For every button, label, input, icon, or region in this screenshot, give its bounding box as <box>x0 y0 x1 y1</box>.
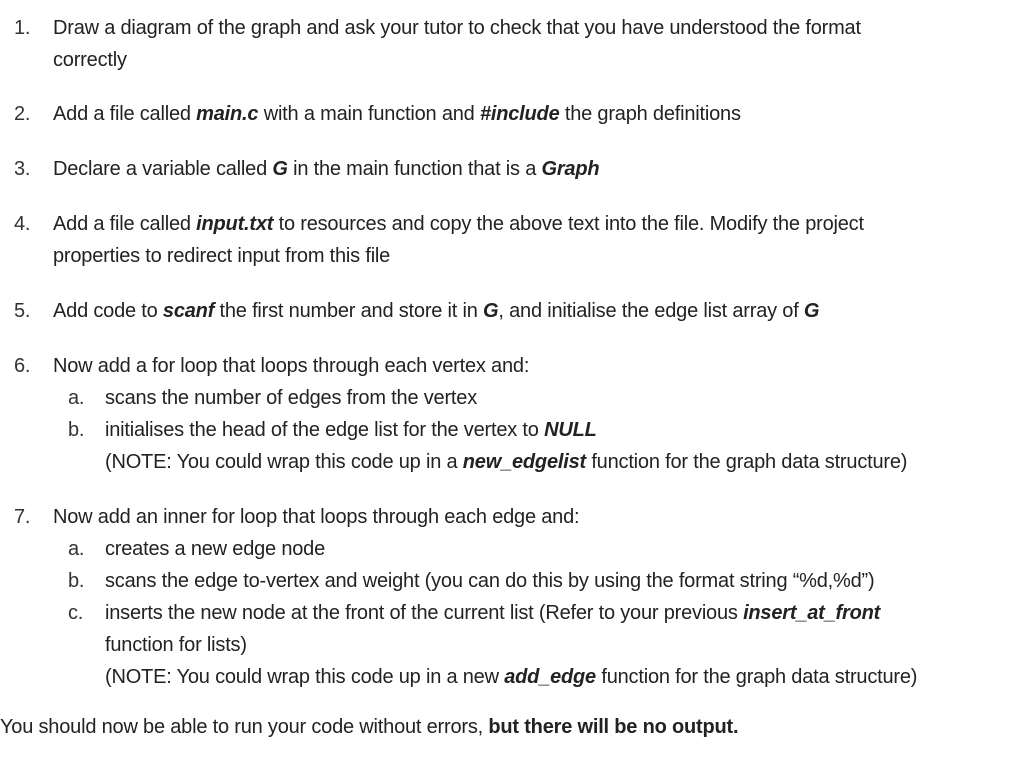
step-text <box>53 295 993 327</box>
code-term: new_edgelist <box>462 451 586 473</box>
text-run: Add code to <box>53 300 163 322</box>
substep-line: function for lists) <box>105 634 247 656</box>
text-run: You should now be able to run your code without errors, <box>0 716 489 738</box>
text-run: in the main function that is a <box>287 158 542 180</box>
step-number: 3. <box>14 158 31 180</box>
code-term: #include <box>479 103 560 125</box>
step-text <box>53 153 993 185</box>
step-number: 2. <box>14 103 31 125</box>
text-run: the first number and store it in <box>214 300 484 322</box>
substep-text: scans the edge to-vertex and weight (you can do this by using the format string “%d,%d”) <box>105 570 875 592</box>
text-run: function for the graph data structure) <box>585 451 908 473</box>
step-line: correctly <box>53 49 127 71</box>
code-term: main.c <box>196 103 259 125</box>
substep-letter: c. <box>68 602 84 624</box>
text-run: Add a file called <box>53 103 197 125</box>
code-term: G <box>803 300 820 322</box>
text-run: Add a file called <box>53 213 197 235</box>
text-run: Declare a variable called <box>53 158 273 180</box>
substep-letter: a. <box>68 538 85 560</box>
step-6-note <box>105 446 1005 478</box>
code-term: scanf <box>162 300 215 322</box>
step-number: 4. <box>14 213 31 235</box>
step-line: properties to redirect input from this file <box>53 245 391 267</box>
step-text: Now add an inner for loop that loops through each edge and: <box>53 506 580 528</box>
step-number: 7. <box>14 506 31 528</box>
text-run: initialises the head of the edge list for the vertex to <box>105 419 545 441</box>
substep-text <box>105 597 1005 661</box>
substep-text <box>105 414 1005 446</box>
substep-text: creates a new edge node <box>105 538 326 560</box>
substep-line <box>105 597 1005 629</box>
step-text: Now add a for loop that loops through each vertex and: <box>53 355 530 377</box>
code-term: G <box>272 158 288 180</box>
text-run: to resources and copy the above text into the file. Modify the project <box>273 213 864 235</box>
code-term: G <box>483 300 499 322</box>
step-number: 6. <box>14 355 31 377</box>
text-run: the graph definitions <box>559 103 741 125</box>
code-term: NULL <box>544 419 597 441</box>
text-run: (NOTE: You could wrap this code up in a new <box>105 666 505 688</box>
text-run: function for the graph data structure) <box>595 666 918 688</box>
step-line <box>53 208 993 240</box>
step-text <box>53 12 993 76</box>
substep-text: scans the number of edges from the vertex <box>105 387 477 409</box>
step-number: 5. <box>14 300 31 322</box>
code-term: add_edge <box>504 666 596 688</box>
substep-letter: a. <box>68 387 85 409</box>
text-run: , and initialise the edge list array of <box>498 300 804 322</box>
text-run: inserts the new node at the front of the current list (Refer to your previous <box>105 602 744 624</box>
step-line: Draw a diagram of the graph and ask your tutor to check that you have understood the format <box>53 17 861 39</box>
code-term: Graph <box>541 158 600 180</box>
step-text <box>53 98 993 130</box>
substep-letter: b. <box>68 419 85 441</box>
code-term: input.txt <box>196 213 274 235</box>
step-7-note <box>105 661 1005 693</box>
step-text <box>53 208 993 272</box>
emphasis-text: but there will be no output. <box>488 716 739 738</box>
text-run: with a main function and <box>258 103 480 125</box>
code-term: insert_at_front <box>743 602 881 624</box>
step-number: 1. <box>14 17 31 39</box>
closing-statement <box>0 711 1020 743</box>
substep-letter: b. <box>68 570 85 592</box>
text-run: (NOTE: You could wrap this code up in a <box>105 451 463 473</box>
